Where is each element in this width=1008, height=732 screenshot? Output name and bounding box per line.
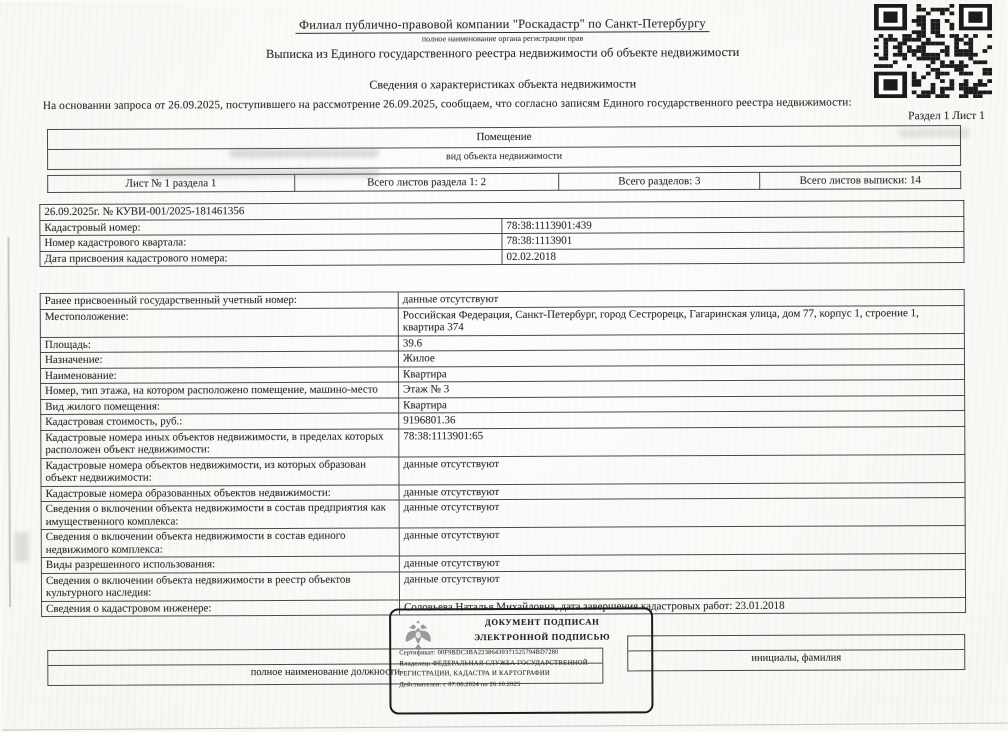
stamp-owner-line2: РЕГИСТРАЦИИ, КАДАСТРА И КАРТОГРАФИИ (399, 669, 550, 678)
detail-label: Назначение: (40, 351, 398, 368)
sheet-info-cell: Всего листов раздела 1: 2 (294, 173, 559, 191)
detail-label: Сведения о включении объекта недвижимости в реестр объектов культурного наследия: (41, 571, 399, 601)
detail-value: Квартира (399, 395, 965, 413)
scan-artifact (7, 237, 10, 607)
detail-row (41, 454, 965, 486)
detail-row (41, 497, 965, 529)
label-cell: Дата присвоения кадастрового номера: (40, 249, 502, 267)
detail-value: Этаж № 3 (399, 379, 965, 397)
doc-title: Выписка из Единого государственного реестра недвижимости об объекте недвижимости (265, 44, 740, 62)
detail-row (41, 525, 965, 557)
detail-label: Сведения о кадастровом инженере: (42, 599, 400, 616)
detail-row (41, 426, 965, 458)
detail-row (40, 305, 964, 337)
stamp-certificate: Сертификат: 00F9BDC3BA22386439371525794BD7280 (399, 648, 559, 657)
basis-line: На основании запроса от 26.09.2025, поступившего на рассмотрение 26.09.2025, сообщаем, что согласно записям Единого государственного реестра недвижимости: (42, 96, 852, 113)
value-cell: 02.02.2018 (502, 247, 964, 265)
detail-value: 78:38:1113901:65 (399, 426, 965, 456)
detail-label: Местоположение: (40, 307, 398, 337)
detail-value: Российская Федерация, Санкт-Петербург, город Сестрорецк, Гагаринская улица, дом 77, корпус 1, строение 1, квартира 374 (398, 305, 964, 335)
detail-label: Кадастровая стоимость, руб.: (41, 413, 399, 430)
signature-right-field (628, 635, 964, 651)
detail-row (41, 569, 965, 601)
section-sheet-label: Раздел 1 Лист 1 (908, 109, 985, 123)
detail-value: данные отсутствуют (399, 553, 965, 571)
signature-left-caption: полное наименование должности (250, 666, 400, 679)
detail-value: Соловьева Наталья Михайловна, дата завершения кадастровых работ: 23.01.2018 (400, 597, 966, 615)
stamp-title-line2: ЭЛЕКТРОННОЙ ПОДПИСЬЮ (474, 631, 611, 643)
request-number: 26.09.2025г. № КУВИ-001/2025-181461356 (40, 200, 964, 220)
stamp-owner-line1: Владелец: ФЕДЕРАЛЬНАЯ СЛУЖБА ГОСУДАРСТВЕННОЙ (399, 659, 588, 667)
coat-of-arms-icon (401, 618, 435, 654)
detail-label: Сведения о включении объекта недвижимости в состав единого недвижимого комплекса: (41, 528, 399, 558)
signature-area (41, 606, 967, 728)
sheet-info-cell: Всего листов выписки: 14 (760, 172, 961, 190)
detail-label: Наименование: (41, 366, 399, 383)
org-name: Филиал публично-правовой компании "Роскадастр" по Санкт-Петербургу (295, 16, 710, 34)
stamp-title-line1: ДОКУМЕНТ ПОДПИСАН (484, 616, 600, 628)
signature-right-caption: инициалы, фамилия (751, 652, 842, 664)
doc-subtitle: Сведения о характеристиках объекта недвижимости (369, 76, 637, 92)
object-type-value: Помещение (47, 126, 960, 150)
detail-label: Кадастровые номера объектов недвижимости, из которых образован объект недвижимости: (41, 456, 399, 486)
org-caption: полное наименование органа регистрации прав (421, 33, 584, 44)
request-table (39, 200, 964, 267)
detail-value: данные отсутствуют (399, 525, 965, 555)
label-cell: Кадастровый номер: (40, 218, 502, 236)
detail-label: Виды разрешенного использования: (41, 556, 399, 573)
detail-value: данные отсутствуют (398, 289, 964, 307)
detail-label: Сведения о включении объекта недвижимости в состав предприятия как имущественного комплекса: (41, 500, 399, 530)
signature-right-box (627, 634, 965, 671)
object-type-table (47, 125, 961, 170)
detail-value: данные отсутствуют (399, 497, 965, 527)
table-row (40, 247, 964, 267)
scan-artifact (15, 532, 29, 562)
qr-code (874, 4, 992, 98)
value-cell: 78:38:1113901 (502, 231, 964, 249)
detail-label: Кадастровые номера иных объектов недвижимости, в пределах которых расположен объект недвижимости: (41, 428, 399, 458)
label-cell: Номер кадастрового квартала: (40, 234, 502, 252)
detail-label: Кадастровые номера образованных объектов недвижимости: (41, 484, 399, 501)
detail-value: данные отсутствуют (399, 482, 965, 500)
detail-label: Вид жилого помещения: (41, 397, 399, 414)
digital-signature-stamp (389, 607, 653, 714)
detail-value: данные отсутствуют (399, 454, 965, 484)
object-type-caption: вид объекта недвижимости (48, 146, 961, 170)
detail-label: Площадь: (40, 335, 398, 352)
detail-value: Жилое (398, 348, 964, 366)
value-cell: 78:38:1113901:439 (502, 216, 964, 234)
detail-value: данные отсутствуют (399, 569, 965, 599)
detail-value: Квартира (399, 364, 965, 382)
details-table (40, 289, 966, 617)
detail-value: 39.6 (398, 333, 964, 351)
sheet-info-cell: Лист № 1 раздела 1 (48, 174, 295, 192)
detail-value: 9196801.36 (399, 410, 965, 428)
detail-label: Номер, тип этажа, на котором расположено помещение, машино-место (41, 382, 399, 399)
sheet-info-cell: Всего разделов: 3 (559, 172, 760, 190)
sheet-info-table (47, 171, 961, 193)
detail-label: Ранее присвоенный государственный учетный номер: (40, 292, 398, 309)
stamp-validity: Действителен: с 07.08.2024 по 26.10.2025 (399, 680, 521, 688)
table-row (48, 172, 961, 193)
